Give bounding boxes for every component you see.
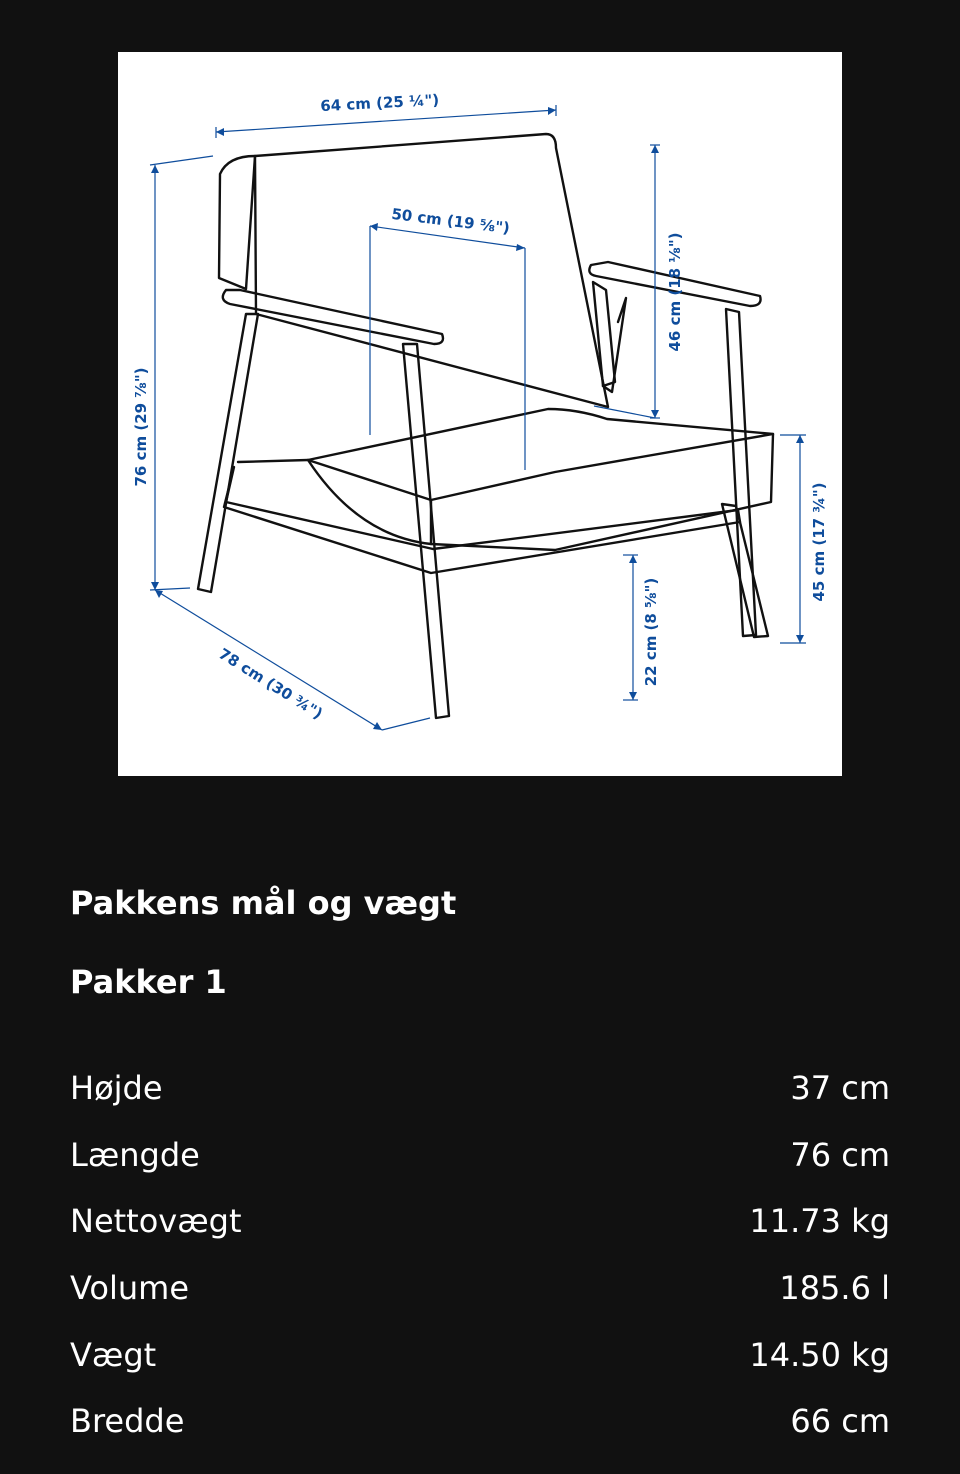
spec-row-volume: [70, 1255, 890, 1322]
dimension-top-width: 64 cm (25 ¼"): [319, 90, 440, 116]
package-title: Pakker 1: [70, 963, 227, 1001]
spec-value: 11.73 kg: [749, 1202, 890, 1241]
spec-label: Volume: [70, 1269, 190, 1308]
spec-row-height: [70, 1055, 890, 1122]
spec-label: Nettovægt: [70, 1202, 242, 1241]
dimension-total-height: 76 cm (29 ⅞"): [132, 367, 150, 487]
spec-value: 66 cm: [790, 1402, 890, 1441]
spec-row-net-weight: [70, 1188, 890, 1255]
dimension-arrows: [151, 107, 804, 730]
spec-label: Bredde: [70, 1402, 185, 1441]
dimension-back-height: 46 cm (18 ⅛"): [666, 232, 684, 352]
dimension-seat-height: 45 cm (17 ¾"): [810, 482, 828, 602]
spec-row-length: [70, 1122, 890, 1189]
spec-row-weight: [70, 1321, 890, 1388]
package-spec-list: [70, 1055, 890, 1455]
spec-value: 185.6 l: [779, 1269, 890, 1308]
armchair-drawing: [118, 52, 842, 776]
spec-value: 37 cm: [790, 1069, 890, 1108]
spec-label: Vægt: [70, 1335, 157, 1374]
dimension-seat-width: 50 cm (19 ⅝"): [390, 204, 511, 238]
dimension-depth: 78 cm (30 ¾"): [215, 644, 326, 723]
spec-value: 14.50 kg: [749, 1335, 890, 1374]
product-dimension-diagram: [118, 52, 842, 776]
spec-label: Længde: [70, 1135, 200, 1174]
dimension-lines: [150, 105, 806, 730]
package-section-title: Pakkens mål og vægt: [70, 884, 457, 922]
spec-label: Højde: [70, 1069, 163, 1108]
spec-value: 76 cm: [790, 1135, 890, 1174]
spec-row-width: [70, 1388, 890, 1455]
dimension-under-clearance: 22 cm (8 ⅝"): [642, 577, 660, 687]
